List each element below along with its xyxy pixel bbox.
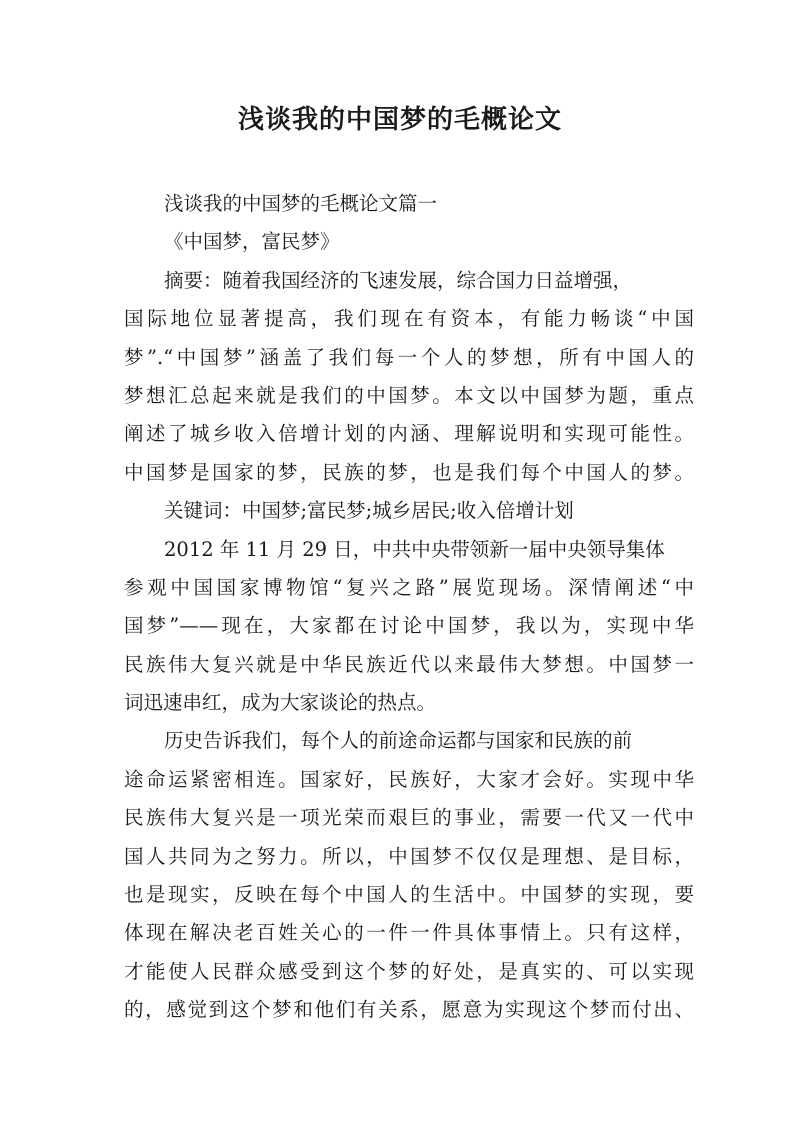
text-line: 民族伟大复兴就是中华民族近代以来最伟大梦想。中国梦一	[124, 652, 694, 676]
document-title: 浅谈我的中国梦的毛概论文	[237, 105, 562, 135]
text-line: 国际地位显著提高，我们现在有资本，有能力畅谈“中国	[124, 307, 694, 331]
text-line: 梦想汇总起来就是我们的中国梦。本文以中国梦为题，重点	[124, 383, 694, 407]
text-line: 关键词：中国梦;富民梦;城乡居民;收入倍增计划	[164, 499, 574, 523]
text-line: 的，感觉到这个梦和他们有关系，愿意为实现这个梦而付出、	[124, 998, 694, 1022]
text-line: 梦”.“中国梦”涵盖了我们每一个人的梦想，所有中国人的	[124, 345, 694, 369]
text-line: 《中国梦，富民梦》	[164, 230, 340, 254]
text-line: 浅谈我的中国梦的毛概论文篇一	[164, 192, 438, 215]
text-line: 国梦”——现在，大家都在讨论中国梦，我以为，实现中华	[124, 614, 694, 638]
text-line: 中国梦是国家的梦，民族的梦，也是我们每个中国人的梦。	[124, 460, 694, 484]
text-line: 2012 年 11 月 29 日，中共中央带领新一届中央领导集体	[164, 537, 665, 561]
text-line: 才能使人民群众感受到这个梦的好处，是真实的、可以实现	[124, 959, 694, 983]
text-line: 体现在解决老百姓关心的一件一件具体事情上。只有这样，	[124, 921, 694, 945]
text-line: 历史告诉我们，每个人的前途命运都与国家和民族的前	[164, 729, 633, 753]
text-line: 国人共同为之努力。所以，中国梦不仅仅是理想、是目标，	[124, 844, 694, 868]
document-body	[124, 185, 694, 1030]
text-line: 参观中国国家博物馆“复兴之路”展览现场。深情阐述“中	[124, 575, 694, 599]
text-line: 阐述了城乡收入倍增计划的内涵、理解说明和实现可能性。	[124, 422, 694, 446]
text-line: 摘要：随着我国经济的飞速发展，综合国力日益增强，	[164, 268, 633, 292]
text-line: 途命运紧密相连。国家好，民族好，大家才会好。实现中华	[124, 767, 694, 791]
text-line: 词迅速串红，成为大家谈论的热点。	[124, 691, 437, 715]
text-line: 民族伟大复兴是一项光荣而艰巨的事业，需要一代又一代中	[124, 806, 694, 830]
text-line: 也是现实，反映在每个中国人的生活中。中国梦的实现，要	[124, 883, 694, 907]
